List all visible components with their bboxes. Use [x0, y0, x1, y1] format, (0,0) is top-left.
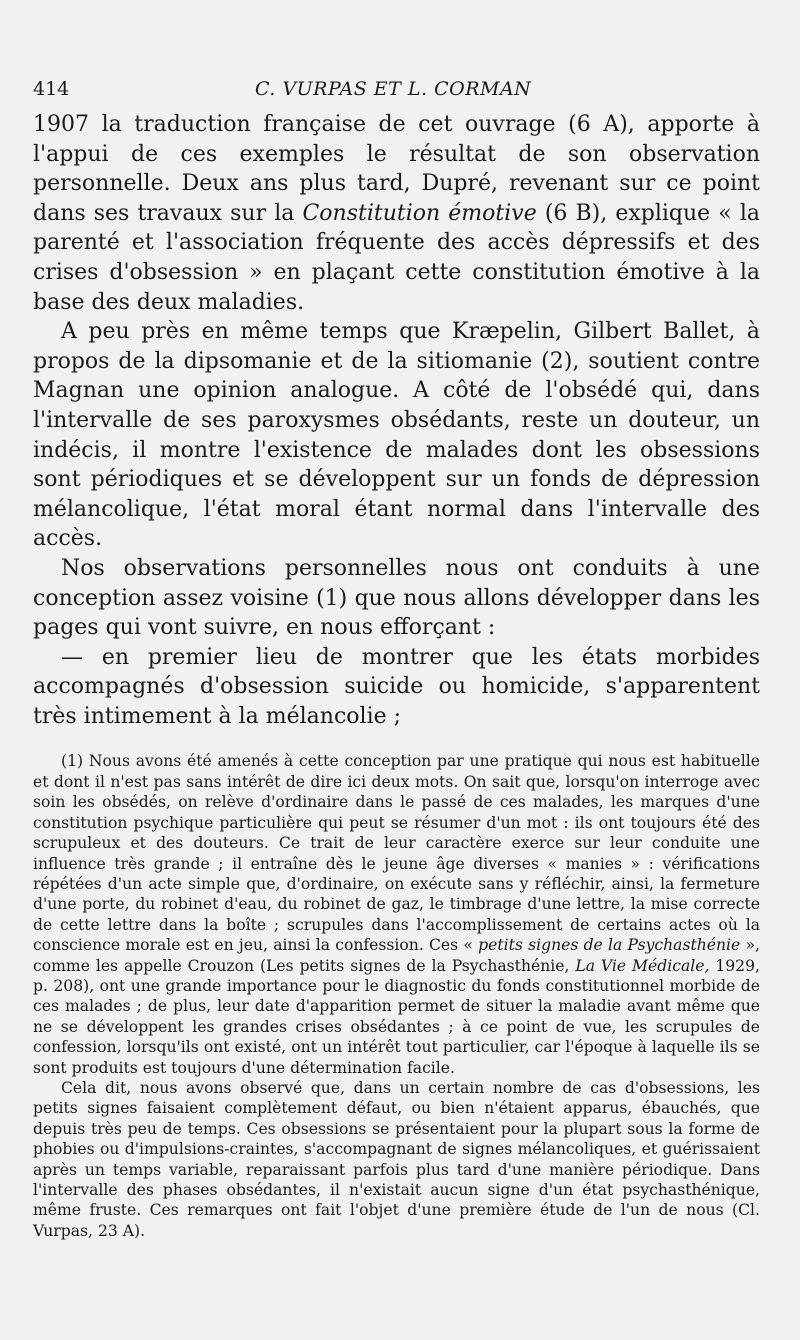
- paragraph-4: — en premier lieu de montrer que les états morbides accompagnés d'obsession suicide ou homicide, s'apparentent très intimement à la mélancolie ;: [33, 644, 760, 729]
- page-number: 414: [33, 78, 70, 100]
- footnote-marker: 1: [324, 585, 339, 611]
- main-text: [33, 110, 760, 731]
- paragraph-3: Nos observations personnelles nous ont conduits à une conception assez voisine (1) que nous allons développer dans les pages qui vont suivre, en nous efforçant :: [33, 555, 760, 641]
- emphasis-title: Constitution émotive: [302, 200, 537, 226]
- footnote-paragraph-2: Cela dit, nous avons observé que, dans un certain nombre de cas d'obsessions, les petits signes faisaient complètement défaut, ou bien n'étaient apparus, ébauchés, que depuis très peu de temps. Ces obsessions se présentaient pour la plupart sous la forme de phobies ou d'impulsions-craintes, s'accompagnant de signes mélancoliques, et guérissaient après un temps variable, reparaissant parfois plus tard d'une manière périodique. Dans l'intervalle des phases obsédantes, il n'existait aucun signe d'un état psychasthénique, même fruste. Ces remarques ont fait l'objet d'une première étude de l'un de nous (Cl. Vurpas, 23 A).: [33, 1078, 760, 1240]
- paragraph-1: 1907 la traduction française de cet ouvrage (6 A), apporte à l'appui de ces exemples le résultat de son observation personnelle. Deux ans plus tard, Dupré, revenant sur ce point dans ses travaux sur la Constitution émotive (6 B), explique « la parenté et l'association fréquente des accès dépressifs et des crises d'obsession » en plaçant cette constitution émotive à la base des deux maladies.: [33, 112, 760, 315]
- page-header: [33, 70, 760, 110]
- paragraph-2: A peu près en même temps que Kræpelin, Gilbert Ballet, à propos de la dipsomanie et de la sitiomanie (2), soutient contre Magnan une opinion analogue. A côté de l'obsédé qui, dans l'intervalle de ses paroxysmes obsédants, reste un douteur, un indécis, il montre l'existence de malades dont les obsessions sont périodiques et se développent sur un fonds de dépression mélancolique, l'état moral étant normal dans l'intervalle des accès.: [33, 319, 760, 552]
- footnote-paragraph-1: (1) Nous avons été amenés à cette conception par une pratique qui nous est habituelle et dont il n'est pas sans intérêt de dire ici deux mots. On sait que, lorsqu'on interroge avec soin les obsédés, on relève d'ordinaire dans le passé de ces malades, les marques d'une constitution psychique particulière qui peut se résumer d'un mot : ils ont toujours été des scrupuleux et des douteurs. Ce trait de leur caractère exerce sur leur conduite une influence très grande ; il entraîne dès le jeune âge diverses « manies » : vérifications répétées d'un acte simple que, d'ordinaire, on exécute sans y réfléchir, ainsi, la fermeture d'une porte, du robinet d'eau, du robinet de gaz, le timbrage d'une lettre, la mise correcte de cette lettre dans la boîte ; scrupules dans l'accomplissement de certains actes où la conscience morale est en jeu, ainsi la confession. Ces « petits signes de la Psychasthénie », comme les appelle Crouzon (Les petits signes de la Psychasthénie, La Vie Médicale, 1929, p. 208), ont une grande importance pour le diagnostic du fonds constitutionnel morbide de ces malades ; de plus, leur date d'apparition permet de situer la maladie avant même que ne se développent les grandes crises obsédantes ; à ce point de vue, les scrupules de confession, lorsqu'ils ont existé, ont un intérêt tout particulier, car l'époque à laquelle ils se sont produits est toujours d'une détermination facile.: [33, 752, 760, 1077]
- footnote-block: [33, 751, 760, 1241]
- running-head: C. VURPAS ET L. CORMAN: [255, 78, 532, 100]
